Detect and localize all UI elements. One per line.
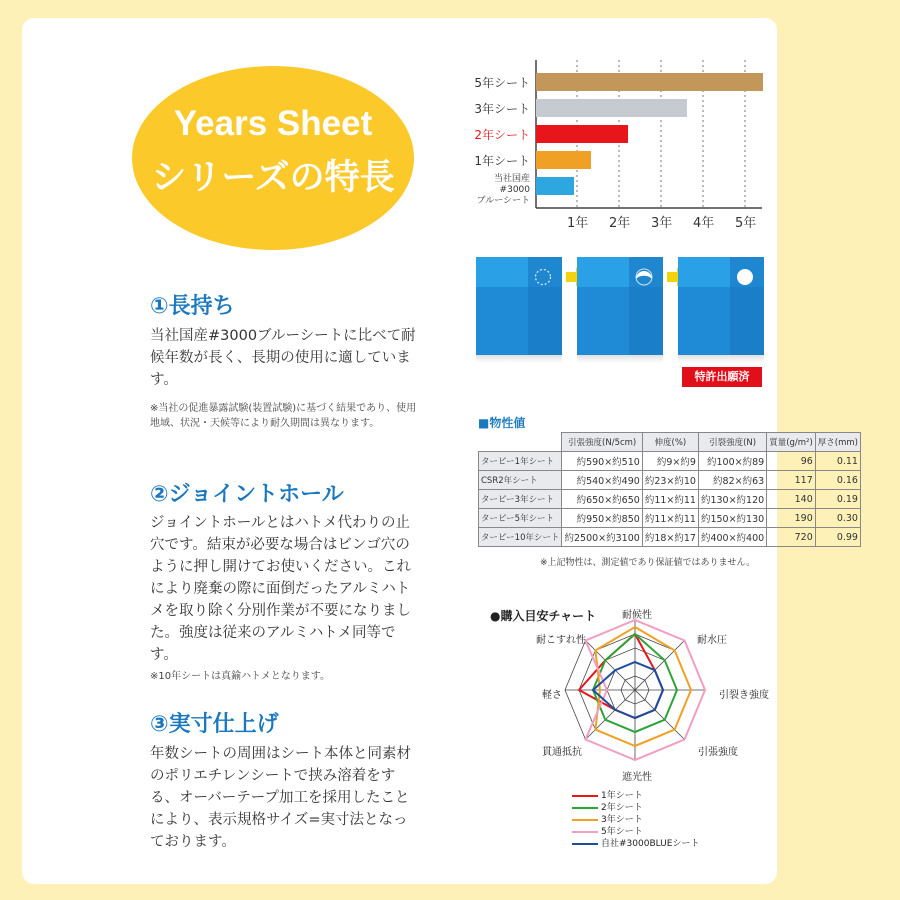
radar-axis-label: 耐こすれ性 (536, 635, 586, 646)
sheet-panel (577, 257, 663, 363)
bar-category-label (470, 74, 530, 91)
table-header-row (479, 433, 861, 452)
properties-note: ※上記物性は、測定値であり保証値ではありません。 (540, 558, 756, 568)
joint-hole-illustration (476, 257, 768, 365)
hero-title-jp: シリーズの特長 (151, 158, 395, 198)
table-cell: 0.16 (815, 471, 860, 490)
table-row (479, 490, 861, 509)
table-cell: 0.99 (815, 528, 860, 547)
radar-axis-label: 引裂き強度 (719, 690, 769, 701)
table-header-cell: 引張強度(N/5cm) (562, 433, 642, 452)
table-cell: 約100×約89 (698, 452, 766, 471)
table-cell: 約130×約120 (698, 490, 766, 509)
properties-title: ■物性値 (478, 416, 526, 430)
hero-title-en: Years Sheet (173, 104, 373, 143)
table-header-cell: 質量(g/m²) (767, 433, 816, 452)
table-cell: 約23×約10 (642, 471, 698, 490)
table-row (479, 528, 861, 547)
bar (536, 177, 574, 195)
legend-swatch (572, 807, 598, 809)
table-cell: 96 (767, 452, 816, 471)
bar-category-label-line: 2年シート (474, 128, 530, 142)
sheet-panel (476, 257, 562, 363)
table-cell: 約400×約400 (698, 528, 766, 547)
patent-pending-badge: 特許出願済 (682, 367, 762, 387)
table-row-header: ターピー10年シート (479, 528, 562, 547)
radar-axis-label: 引張強度 (698, 747, 738, 758)
table-cell: 0.11 (815, 452, 860, 471)
hero-badge (132, 66, 414, 250)
table-header-cell: 引裂強度(N) (698, 433, 766, 452)
table-row-header: ターピー5年シート (479, 509, 562, 528)
bar-category-label-line: 当社国産#3000 (493, 174, 530, 195)
table-header-cell: 伸度(%) (642, 433, 698, 452)
bar-category-label (470, 126, 530, 143)
legend-item (572, 812, 643, 825)
table-row (479, 452, 861, 471)
x-tick-label: 3年 (651, 216, 673, 231)
section-title-actual-size: ③実寸仕上げ (150, 712, 279, 737)
section-title-joint-hole: ②ジョイントホール (150, 482, 344, 507)
table-cell: 約11×約11 (642, 490, 698, 509)
radar-axis-label: 貫通抵抗 (542, 747, 582, 758)
table-row (479, 509, 861, 528)
x-tick-label: 5年 (735, 216, 757, 231)
section-note-longevity: ※当社の促進暴露試験(装置試験)に基づく結果であり、使用地域、状況・天候等により耐久期間は異なります。 (150, 403, 417, 429)
table-cell: 約540×約490 (562, 471, 642, 490)
table-row-header: CSR2年シート (479, 471, 562, 490)
bar-category-label-line: 5年シート (474, 76, 530, 90)
table-cell: 190 (767, 509, 816, 528)
legend-swatch (572, 843, 598, 845)
legend-label: 5年シート (601, 827, 643, 837)
table-cell: 約82×約63 (698, 471, 766, 490)
table-cell: 約2500×約3100 (562, 528, 642, 547)
bar-category-label (470, 152, 530, 169)
legend-label: 自社#3000BLUEシート (601, 839, 700, 849)
table-cell: 約9×約9 (642, 452, 698, 471)
radar-chart-title: ●購入目安チャート (490, 609, 597, 623)
legend-swatch (572, 819, 598, 821)
legend-label: 1年シート (601, 791, 643, 801)
x-tick-label: 2年 (609, 216, 631, 231)
legend-label: 2年シート (601, 803, 643, 813)
table-cell: 720 (767, 528, 816, 547)
table-cell: 0.19 (815, 490, 860, 509)
bar (536, 151, 591, 169)
radar-axis-label: 軽さ (542, 690, 562, 701)
bar-category-label-line: 1年シート (474, 154, 530, 168)
table-cell: 140 (767, 490, 816, 509)
radar-axis-label: 耐水圧 (697, 635, 727, 646)
legend-swatch (572, 831, 598, 833)
table-cell: 約950×約850 (562, 509, 642, 528)
section-title-longevity: ①長持ち (150, 294, 235, 319)
legend-swatch (572, 795, 598, 797)
bar (536, 73, 763, 91)
table-header-cell: 厚さ(mm) (815, 433, 860, 452)
table-row (479, 471, 861, 490)
bar-category-label (470, 100, 530, 117)
sheet-panel (678, 257, 764, 363)
section-body-joint-hole: ジョイントホールとはハトメ代わりの止穴です。結束が必要な場合はビンゴ穴のように押し開けてお使いください。これにより廃棄の際に面倒だったアルミハトメを取り除く分別作業が不要になりました。強度は従来のアルミハトメ同等です。 (150, 515, 411, 663)
table-cell: 約150×約130 (698, 509, 766, 528)
bar-category-label-line: ブルーシート (476, 196, 530, 206)
table-header-cell (479, 433, 562, 452)
section-body-actual-size: 年数シートの周囲はシート本体と同素材のポリエチレンシートで挟み溶着をする、オーバーテープ加工を採用したことにより、表示規格サイズ=実寸法となっております。 (150, 746, 411, 850)
legend-item (572, 788, 643, 801)
section-body-longevity: 当社国産#3000ブルーシートに比べて耐候年数が長く、長期の使用に適しています。 (150, 328, 416, 388)
section-note-joint-hole: ※10年シートは真鍮ハトメとなります。 (150, 671, 331, 682)
bar-category-label-line: 3年シート (474, 102, 530, 116)
bar-category-label (470, 174, 530, 207)
table-row-header: ターピー1年シート (479, 452, 562, 471)
legend-item (572, 800, 643, 813)
table-cell: 約590×約510 (562, 452, 642, 471)
table-cell: 約18×約17 (642, 528, 698, 547)
table-cell: 約650×約650 (562, 490, 642, 509)
x-tick-label: 4年 (693, 216, 715, 231)
legend-label: 3年シート (601, 815, 643, 825)
radar-axis-label: 耐候性 (622, 610, 652, 621)
table-cell: 0.30 (815, 509, 860, 528)
table-cell: 約11×約11 (642, 509, 698, 528)
legend-item (572, 836, 700, 849)
x-tick-label: 1年 (567, 216, 589, 231)
table-cell: 117 (767, 471, 816, 490)
radar-axis-label: 遮光性 (622, 772, 652, 783)
properties-table (478, 432, 861, 547)
table-row-header: ターピー3年シート (479, 490, 562, 509)
legend-item (572, 824, 643, 837)
bar (536, 125, 628, 143)
bar (536, 99, 687, 117)
